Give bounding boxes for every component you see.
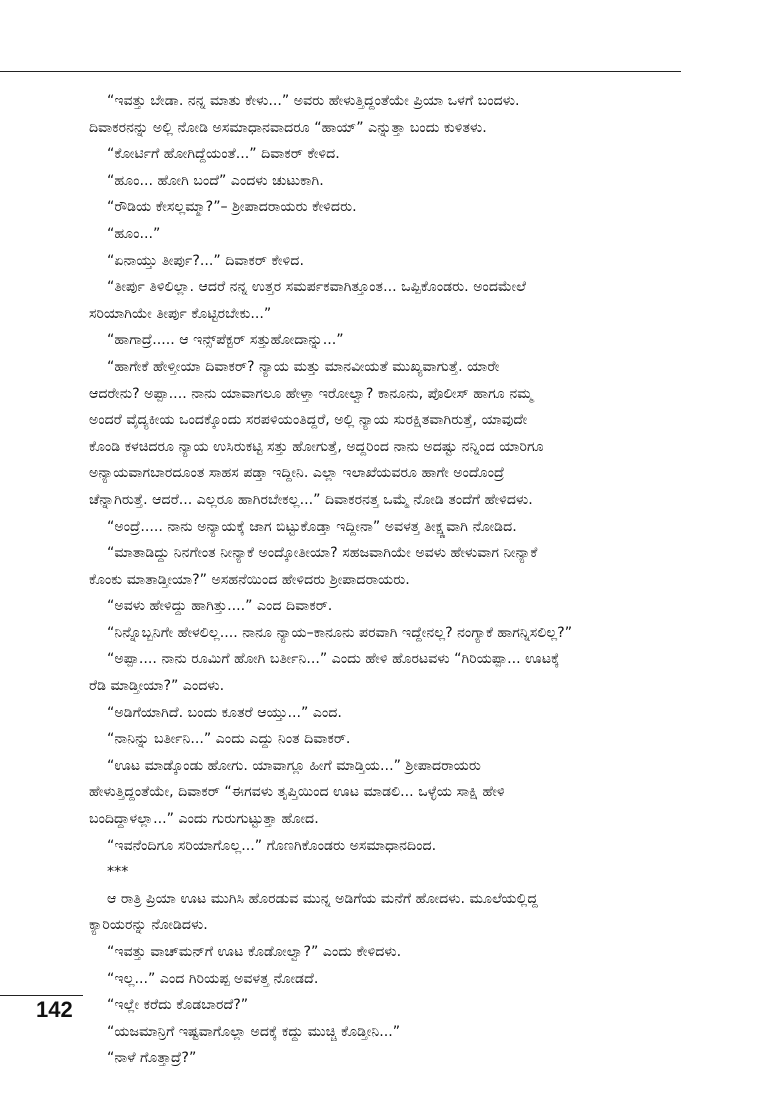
text-line: ಹೇಳುತ್ತಿದ್ದಂತೆಯೇ, ದಿವಾಕರ್ “ಈಗವಳು ತೃಪ್ತಿಯಿಂದ ಊಟ ಮಾಡಲಿ... ಒಳ್ಳೆಯ ಸಾಕ್ಷಿ ಹೇಳಿ — [89, 784, 505, 801]
text-line: *** — [107, 864, 129, 881]
text-line: “ಅಡಿಗೆಯಾಗಿದೆ. ಬಂದು ಕೂತರೆ ಆಯ್ತು...” ಎಂದ. — [107, 704, 342, 721]
text-line: “ಅಪ್ಪಾ.... ನಾನು ರೂಮಿಗೆ ಹೋಗಿ ಬರ್ತೀನಿ...” ಎಂದು ಹೇಳಿ ಹೊರಟವಳು “ಗಿರಿಯಪ್ಪಾ... ಊಟಕ್ಕೆ — [107, 651, 560, 668]
text-line: ಕೊಂಡಿ ಕಳಚಿದರೂ ನ್ಯಾಯ ಉಸಿರುಕಟ್ಟಿ ಸತ್ತು ಹೋಗುತ್ತೆ, ಅದ್ದರಿಂದ ನಾನು ಅದಷ್ಟು ನನ್ನಿಂದ ಯಾರಿಗೂ — [89, 438, 544, 455]
text-line: “ಅವಳು ಹೇಳಿದ್ದು ಹಾಗಿತ್ತು....” ಎಂದ ದಿವಾಕರ್. — [107, 598, 333, 615]
page-number: 142 — [36, 997, 73, 1022]
text-line: “ನಾಳೆ ಗೊತ್ತಾದ್ರೆ?” — [107, 1050, 197, 1067]
text-line: “ರೌಡಿಯ ಕೇಸಲ್ಲಮ್ಮಾ?”– ಶ್ರೀಪಾದರಾಯರು ಕೇಳಿದರು. — [107, 199, 357, 216]
text-line: “ಇವತ್ತು ವಾಚ್‌ಮನ್‌ಗೆ ಊಟ ಕೊಡೋಲ್ವಾ?” ಎಂದು ಕೇಳಿದಳು. — [107, 944, 402, 960]
text-line: “ಅಂದ್ರೆ..... ನಾನು ಅನ್ಯಾಯಕ್ಕೆ ಜಾಗ ಬಿಟ್ಟುಕೊಡ್ತಾ ಇದ್ದೀನಾ” ಅವಳತ್ತ ತೀಕ್ಷ್ಣವಾಗಿ ನೋಡಿದ. — [107, 518, 517, 535]
text-line: “ಇವನೆಂದಿಗೂ ಸರಿಯಾಗೊಲ್ಲ...” ಗೊಣಗಿಕೊಂಡರು ಅಸಮಾಧಾನದಿಂದ. — [107, 837, 437, 854]
text-line: ದಿವಾಕರನನ್ನು ಅಲ್ಲಿ ನೋಡಿ ಅಸಮಾಧಾನವಾದರೂ “ಹಾಯ್” ಎನ್ನುತ್ತಾ ಬಂದು ಕುಳಿತಳು. — [89, 119, 487, 136]
text-line: “ನಿನ್ನೊಬ್ಬನಿಗೇ ಹೇಳಲಿಲ್ಲ.... ನಾನೂ ನ್ಯಾಯ–ಕಾನೂನು ಪರವಾಗಿ ಇದ್ದೇನಲ್ಲ? ನಂಗ್ಯಾಕೆ ಹಾಗನ್ನಿಸಲಿಲ್ಲ?” — [107, 624, 573, 641]
text-line: “ಕೋರ್ಟಿಗೆ ಹೋಗಿದ್ದೆಯಂತೆ...” ದಿವಾಕರ್ ಕೇಳಿದ. — [107, 146, 340, 163]
text-line: ಬಂದಿದ್ದಾಳಲ್ಲಾ...” ಎಂದು ಗುರುಗುಟ್ಟುತ್ತಾ ಹೋದ. — [89, 811, 319, 828]
text-line: ಆದರೇನು? ಅಪ್ಪಾ.... ನಾನು ಯಾವಾಗಲೂ ಹೇಳ್ತಾ ಇರೋಲ್ವಾ? ಕಾನೂನು, ಪೊಲೀಸ್ ಹಾಗೂ ನಮ್ಮ — [89, 385, 533, 402]
text-line: ಅಂದರೆ ವೈದ್ಯಕೀಯ ಒಂದಕ್ಕೊಂದು ಸರಪಳಿಯಂತಿದ್ದರೆ, ಅಲ್ಲಿ ನ್ಯಾಯ ಸುರಕ್ಷಿತವಾಗಿರುತ್ತೆ, ಯಾವುದೇ — [89, 412, 528, 429]
text-line: “ನಾನಿನ್ನು ಬರ್ತೀನಿ...” ಎಂದು ಎದ್ದು ನಿಂತ ದಿವಾಕರ್. — [107, 731, 351, 748]
text-line: “ಮಾತಾಡಿದ್ದು ನಿನಗೇಂತ ನೀನ್ಯಾಕೆ ಅಂದ್ಕೋತೀಯಾ? ಸಹಜವಾಗಿಯೇ ಅವಳು ಹೇಳುವಾಗ ನೀನ್ಯಾಕೆ — [107, 545, 538, 562]
text-line: “ಹೂಂ...” — [107, 225, 161, 242]
text-line: ಸರಿಯಾಗಿಯೇ ತೀರ್ಪು ಕೊಟ್ಟಿರಬೇಕು...” — [89, 305, 272, 322]
text-line: “ಇಲ್ಲೇ ಕರೆದು ಕೊಡಬಾರದೆ?” — [107, 997, 249, 1014]
text-line: “ಹಾಗೇಕೆ ಹೇಳ್ತೀಯಾ ದಿವಾಕರ್? ನ್ಯಾಯ ಮತ್ತು ಮಾನವೀಯತೆ ಮುಖ್ಯವಾಗುತ್ತೆ. ಯಾರೇ — [107, 358, 500, 375]
text-line: “ಇವತ್ತು ಬೇಡಾ. ನನ್ನ ಮಾತು ಕೇಳು...” ಅವರು ಹೇಳುತ್ತಿದ್ದಂತೆಯೇ ಪ್ರಿಯಾ ಒಳಗೆ ಬಂದಳು. — [107, 93, 520, 109]
text-line: ಚೆನ್ನಾಗಿರುತ್ತೆ. ಆದರೆ... ಎಲ್ಲರೂ ಹಾಗಿರಬೇಕಲ್ಲ...” ದಿವಾಕರನತ್ತ ಒಮ್ಮೆ ನೋಡಿ ತಂದೆಗೆ ಹೇಳಿದಳು. — [89, 491, 533, 508]
body-text — [89, 88, 682, 1072]
text-line: “ಯಜಮಾನ್ರಿಗೆ ಇಷ್ಟವಾಗೊಲ್ಲಾ ಅದಕ್ಕೆ ಕದ್ದು ಮುಚ್ಚಿ ಕೊಡ್ತೀನಿ...” — [107, 1023, 401, 1040]
text-line: ಕೊಂಕು ಮಾತಾಡ್ತೀಯಾ?” ಅಸಹನೆಯಿಂದ ಹೇಳಿದರು ಶ್ರೀಪಾದರಾಯರು. — [89, 571, 410, 588]
text-line: “ಊಟ ಮಾಡ್ಕೊಂಡು ಹೋಗು. ಯಾವಾಗ್ಲೂ ಹೀಗೆ ಮಾಡ್ತಿಯ...” ಶ್ರೀಪಾದರಾಯರು — [107, 757, 481, 774]
text-line: ಆ ರಾತ್ರಿ ಪ್ರಿಯಾ ಊಟ ಮುಗಿಸಿ ಹೊರಡುವ ಮುನ್ನ ಅಡಿಗೆಯ ಮನೆಗೆ ಹೋದಳು. ಮೂಲೆಯಲ್ಲಿದ್ದ — [107, 890, 538, 907]
text-line: “ಏನಾಯ್ತು ತೀರ್ಪು?...” ದಿವಾಕರ್ ಕೇಳಿದ. — [107, 252, 304, 269]
text-line: “ಹೂಂ... ಹೋಗಿ ಬಂದೆ” ಎಂದಳು ಚುಟುಕಾಗಿ. — [107, 172, 324, 189]
header-rule — [0, 71, 681, 72]
text-line: “ತೀರ್ಪು ತಿಳಿಲಿಲ್ಲಾ. ಆದರೆ ನನ್ನ ಉತ್ತರ ಸಮರ್ಪಕವಾಗಿತ್ತೂಂತ... ಒಪ್ಪಿಕೊಂಡರು. ಅಂದಮೇಲೆ — [107, 279, 526, 296]
text-line: ರೆಡಿ ಮಾಡ್ತೀಯಾ?” ಎಂದಳು. — [89, 678, 225, 695]
text-line: ಕ್ಯಾರಿಯರನ್ನು ನೋಡಿದಳು. — [89, 917, 208, 934]
text-line: “ಇಲ್ಲ...” ಎಂದ ಗಿರಿಯಪ್ಪ ಅವಳತ್ತ ನೋಡದೆ. — [107, 970, 319, 987]
text-line: ಅನ್ಯಾಯವಾಗಬಾರದೂಂತ ಸಾಹಸ ಪಡ್ತಾ ಇದ್ದೀನಿ. ಎಲ್ಲಾ ಇಲಾಖೆಯವರೂ ಹಾಗೇ ಅಂದೊಂದ್ರೆ — [89, 465, 505, 482]
text-line: “ಹಾಗಾದ್ರೆ..... ಆ ಇನ್ಸ್‌ಪೆಕ್ಟರ್ ಸತ್ತುಹೋದಾನ್ನು...” — [107, 332, 344, 349]
footer-rule — [0, 995, 83, 996]
